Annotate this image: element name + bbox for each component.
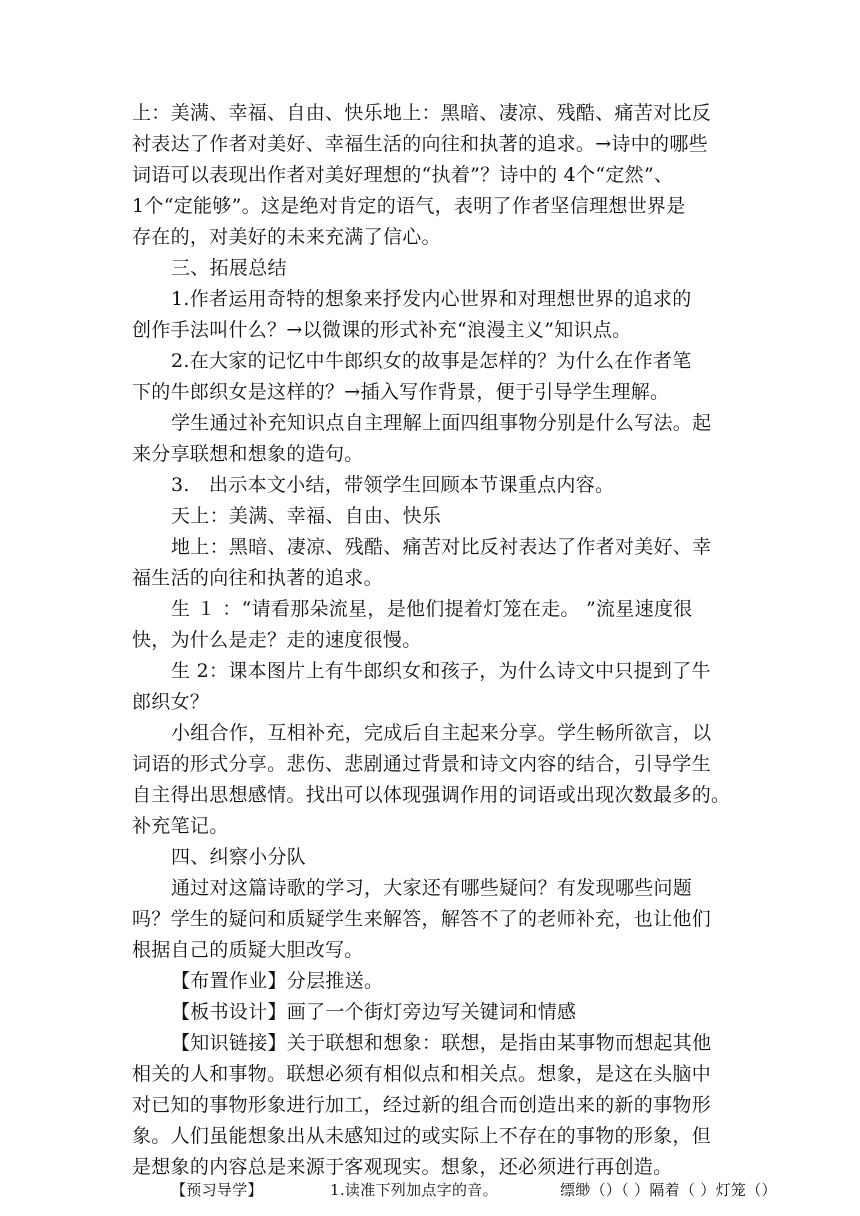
text-line: 1.读准下列加点字的音。	[330, 1181, 498, 1199]
text-line: 对已知的事物形象进行加工，经过新的组合而创造出来的新的事物形	[132, 1094, 712, 1116]
text-line: 生 2：课本图片上有牛郎织女和孩子，为什么诗文中只提到了牛	[171, 660, 711, 682]
text-line: 3. 出示本文小结，带领学生回顾本节课重点内容。	[171, 474, 615, 496]
text-line: 是想象的内容总是来源于客观现实。想象，还必须进行再创造。	[132, 1156, 673, 1178]
text-line: 词语的形式分享。悲伤、悲剧通过背景和诗文内容的结合，引导学生	[132, 753, 712, 775]
text-line: 1个“定能够”。这是绝对肯定的语气，表明了作者坚信理想世界是	[132, 195, 686, 217]
text-line: 衬表达了作者对美好、幸福生活的向往和执著的追求。→诗中的哪些	[132, 133, 708, 155]
text-line: 自主得出思想感情。找出可以体现强调作用的词语或出现次数最多的。	[132, 784, 731, 806]
section-heading: 四、纠察小分队	[171, 846, 307, 868]
text-line: 小组合作，互相补充，完成后自主起来分享。学生畅所欲言，以	[171, 722, 712, 744]
text-line: 学生通过补充知识点自主理解上面四组事物分别是什么写法。起	[171, 412, 712, 434]
text-line: 郎织女？	[132, 691, 210, 713]
text-line: 上：美满、幸福、自由、快乐地上：黑暗、凄凉、残酷、痛苦对比反	[132, 102, 712, 124]
text-line: 来分享联想和想象的造句。	[132, 443, 364, 465]
text-line: 【知识链接】关于联想和想象：联想，是指由某事物而想起其他	[171, 1032, 712, 1054]
section-heading: 三、拓展总结	[171, 257, 287, 279]
section-heading: 【预习导学】	[171, 1181, 263, 1199]
text-line: 2.在大家的记忆中牛郎织女的故事是怎样的？为什么在作者笔	[171, 350, 692, 372]
text-line: 象。人们虽能想象出从未感知过的或实际上不存在的事物的形象，但	[132, 1125, 712, 1147]
text-line: 天上：美满、幸福、自由、快乐	[171, 505, 442, 527]
text-line: 补充笔记。	[132, 815, 229, 837]
text-line: 存在的，对美好的未来充满了信心。	[132, 226, 441, 248]
text-line: 福生活的向往和执著的追求。	[132, 567, 383, 589]
text-line: 1.作者运用奇特的想象来抒发内心世界和对理想世界的追求的	[171, 288, 692, 310]
text-line: 吗？学生的疑问和质疑学生来解答，解答不了的老师补充，也让他们	[132, 908, 712, 930]
text-line: 相关的人和事物。联想必须有相似点和相关点。想象，是这在头脑中	[132, 1063, 712, 1085]
text-line: 创作手法叫什么？→以微课的形式补充“浪漫主义”知识点。	[132, 319, 632, 341]
text-line: 快，为什么是走？走的速度很慢。	[132, 629, 422, 651]
text-line: 通过对这篇诗歌的学习，大家还有哪些疑问？有发现哪些问题	[171, 877, 693, 899]
text-line: 根据自己的质疑大胆改写。	[132, 939, 364, 961]
text-line: 生 １ ：“请看那朵流星，是他们提着灯笼在走。 ”流星速度很	[171, 598, 693, 620]
text-line: 词语可以表现出作者对美好理想的“执着”？诗中的 4个“定然”、	[132, 164, 674, 186]
pinyin-exercise: 缥缈（）（ ）隔着（ ）灯笼（）	[560, 1181, 777, 1199]
text-line: 地上：黑暗、凄凉、残酷、痛苦对比反衬表达了作者对美好、幸	[171, 536, 712, 558]
text-line: 下的牛郎织女是这样的？→插入写作背景，便于引导学生理解。	[132, 381, 670, 403]
text-line: 【板书设计】画了一个街灯旁边写关键词和情感	[171, 1001, 577, 1023]
text-line: 【布置作业】分层推送。	[171, 970, 384, 992]
